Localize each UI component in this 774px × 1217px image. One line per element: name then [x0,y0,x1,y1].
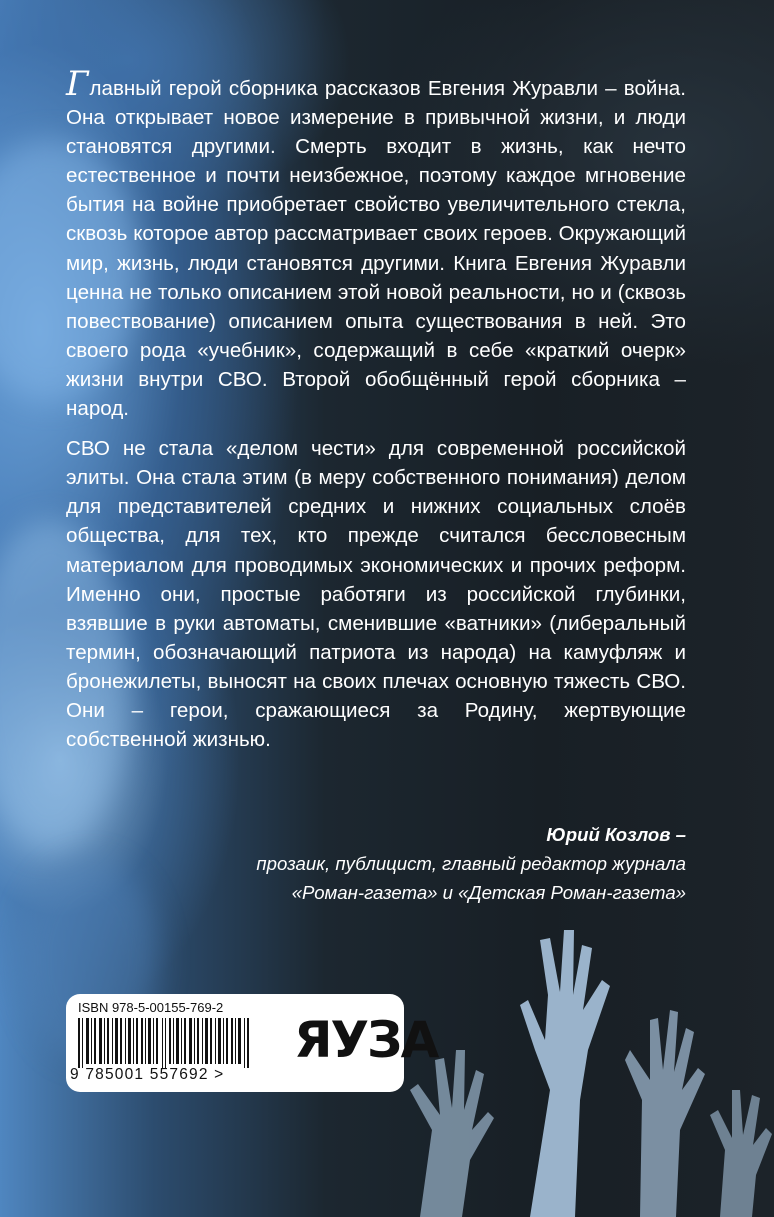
barcode-card [66,994,438,1092]
paragraph-1-text: лавный герой сборника рассказов Евгения Журавли – война. Она открывает новое измерение в привычной жизни, и люди становятся другими. Смерть входит в жизнь, как нечто естественное и почти неизбежное, поэтому каждое мгновение бытия на войне приобретает свойство увеличительного стекла, сквозь которое автор рассматривает своих героев. Окружающий мир, жизнь, люди становятся другими. Книга Евгения Журавли ценна не только описанием этой новой реальности, но и (сквозь повествование) описанием опыта существования в ней. Это своего рода «учебник», содержащий в себе «краткий очерк» жизни внутри СВО. Второй обобщённый герой сборника – народ. [66,77,686,421]
barcode-digits: 9 785001 557692 > [70,1066,225,1083]
review-attribution [66,820,686,907]
paragraph-1 [66,64,686,423]
author-role: прозаик, публицист, главный редактор журнала [256,853,686,874]
raised-hands-illustration [380,900,774,1217]
isbn-label: ISBN 978-5-00155-769-2 [78,1000,224,1015]
drop-cap: Г [66,64,89,104]
publisher-logo-text: ЯУЗА [294,1011,438,1069]
publisher-logo [288,1004,438,1080]
barcode-icon [78,1018,258,1068]
author-name: Юрий Козлов – [546,824,686,845]
paragraph-2: СВО не стала «делом чести» для современной российской элиты. Она стала этим (в меру собственного понимания) делом для представителей средних и нижних социальных слоёв общества, для тех, кто прежде считался бессловесным материалом для проводимых экономических и прочих реформ. Именно они, простые работяги из российской глубинки, взявшие в руки автоматы, сменившие «ватники» (либеральный термин, обозначающий патриота из народа) на камуфляж и бронежилеты, выносят на своих плечах основную тяжесть СВО. Они – герои, сражающиеся за Родину, жертвующие собственной жизнью. [66,437,686,752]
annotation-text [66,64,686,754]
author-magazines: «Роман-газета» и «Детская Роман-газета» [291,882,686,903]
